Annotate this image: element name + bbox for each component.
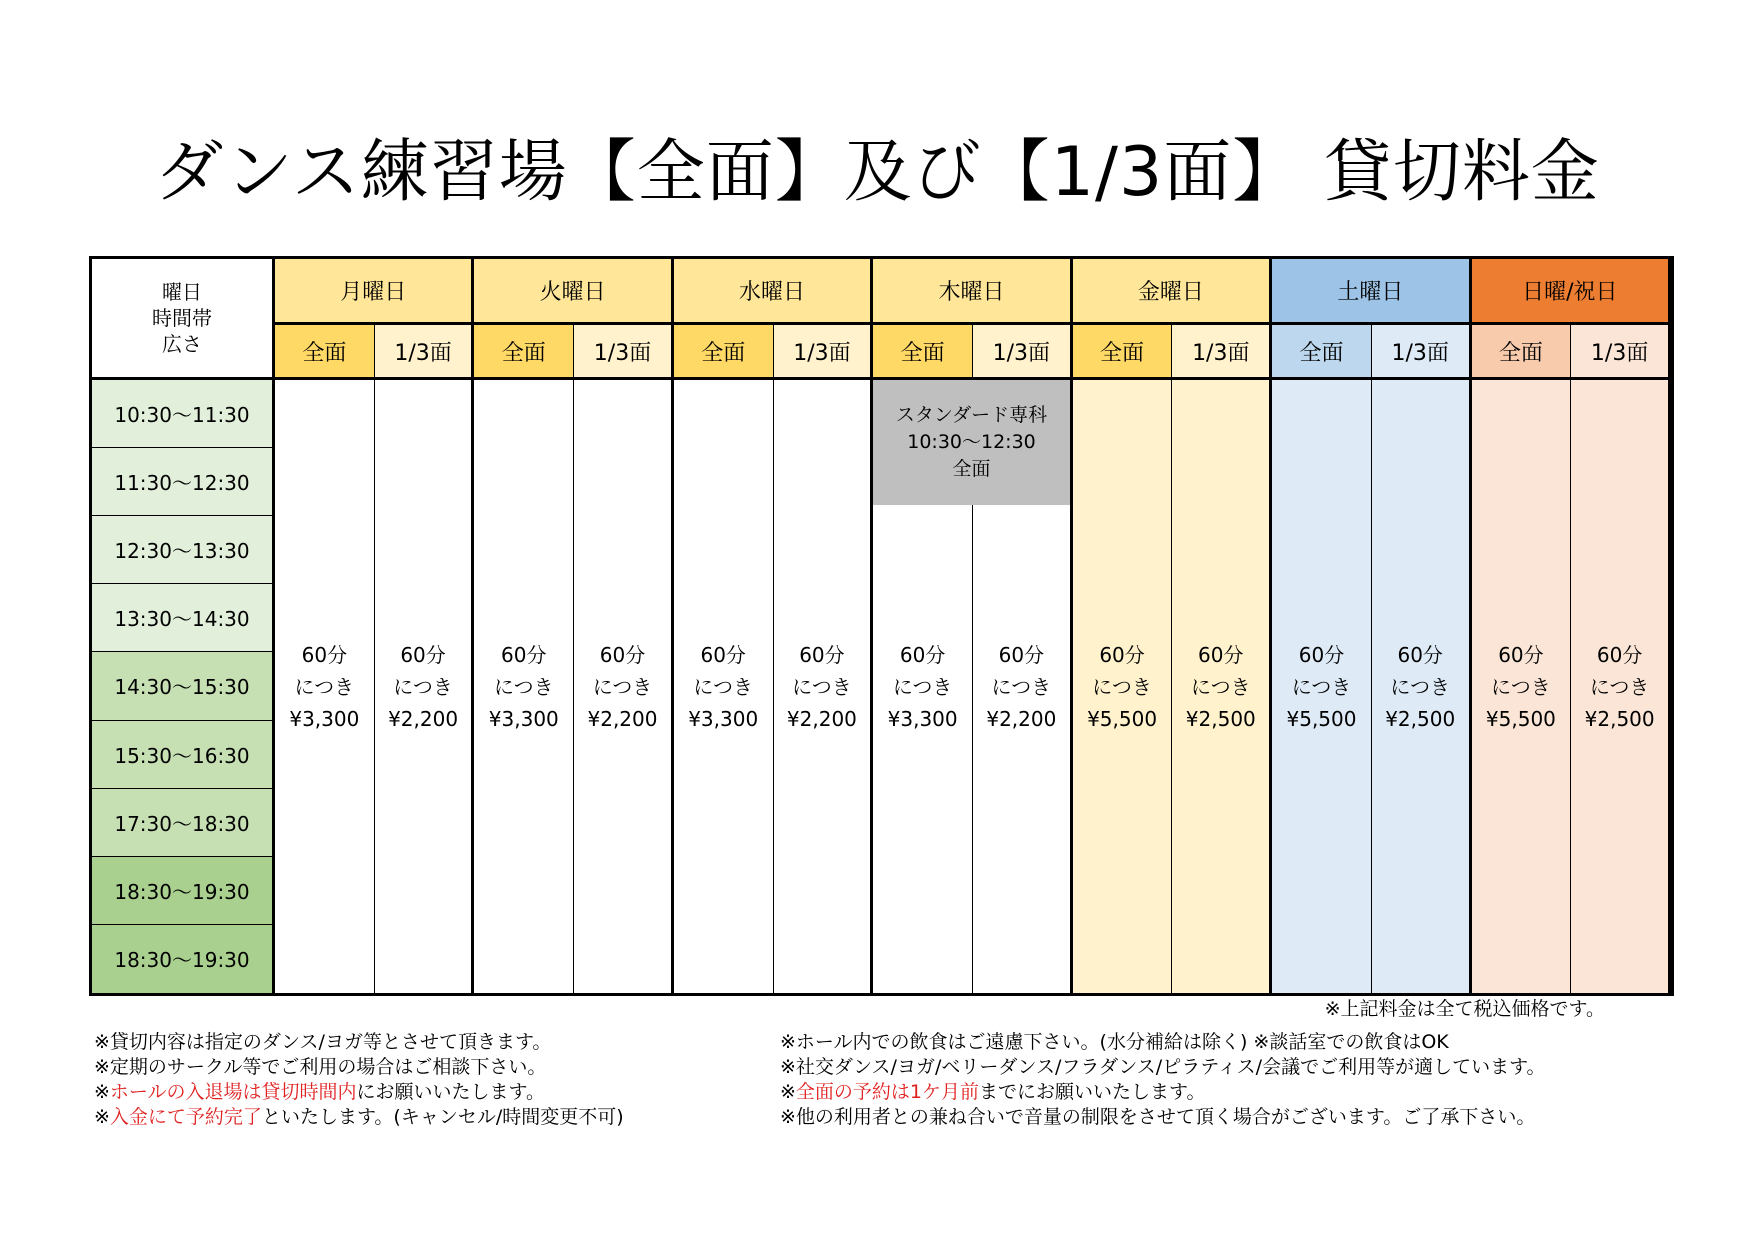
note-highlight: 全面の予約は1ケ月前	[795, 1081, 980, 1103]
special-line: スタンダード専科	[895, 404, 1048, 427]
price-line: につき	[1092, 674, 1152, 699]
day-header: 木曜日	[873, 259, 1072, 325]
special-class-block	[873, 380, 1072, 505]
price-line: につき	[693, 674, 753, 699]
price-line: ¥5,500	[1087, 706, 1158, 731]
time-slot: 12:30～13:30	[92, 516, 275, 584]
time-slot: 10:30～11:30	[92, 380, 275, 448]
sub-header-full: 全面	[1272, 325, 1372, 380]
price-line: につき	[393, 674, 453, 699]
price-line: につき	[1190, 674, 1251, 699]
price-line: ¥2,500	[1584, 706, 1655, 731]
time-slot: 15:30～16:30	[92, 721, 275, 789]
price-cell	[1372, 380, 1472, 993]
price-line: 60分	[799, 642, 845, 667]
note-text: ※	[780, 1081, 796, 1103]
price-cell	[375, 380, 475, 993]
price-line: につき	[1491, 674, 1551, 699]
note-line	[94, 1080, 624, 1105]
price-line: につき	[294, 674, 355, 699]
price-line: につき	[1291, 674, 1352, 699]
price-line: につき	[1390, 674, 1450, 699]
price-line: につき	[792, 674, 852, 699]
price-line: につき	[592, 674, 653, 699]
tax-footnote: ※上記料金は全て税込価格です。	[1324, 998, 1605, 1020]
sub-header-third: 1/3面	[774, 325, 874, 380]
rental-fee-table	[89, 256, 1674, 996]
note-text: ※定期のサークル等でご利用の場合はご相談下さい。	[94, 1056, 547, 1078]
price-cell	[1472, 380, 1572, 993]
price-cell	[674, 380, 774, 993]
price-line: 60分	[599, 642, 646, 667]
corner-label: 曜日	[162, 280, 202, 304]
price-line: 60分	[1298, 642, 1345, 667]
note-text: までにお願いいたします。	[979, 1081, 1206, 1103]
sub-header-third: 1/3面	[973, 325, 1073, 380]
price-line: ¥2,200	[587, 706, 658, 731]
sub-header-third: 1/3面	[375, 325, 475, 380]
price-line: 60分	[700, 642, 746, 667]
price-cell	[1272, 380, 1372, 993]
sub-header-full: 全面	[674, 325, 774, 380]
sub-header-third: 1/3面	[1571, 325, 1671, 380]
note-text: ※他の利用者との兼ね合いで音量の制限をさせて頂く場合がございます。ご了承下さい。	[780, 1106, 1536, 1128]
price-line: ¥5,500	[1286, 706, 1357, 731]
price-cell	[774, 380, 874, 993]
time-slot: 17:30～18:30	[92, 789, 275, 857]
price-line: につき	[493, 674, 554, 699]
sub-header-third: 1/3面	[1172, 325, 1272, 380]
price-line: ¥3,300	[289, 706, 360, 731]
day-header: 土曜日	[1272, 259, 1471, 325]
price-line: ¥2,200	[986, 706, 1057, 731]
note-line	[94, 1105, 624, 1130]
price-cell	[275, 380, 375, 993]
note-text: といたします。(キャンセル/時間変更不可)	[261, 1106, 624, 1128]
corner-label: 広さ	[162, 332, 202, 356]
price-line: 60分	[899, 642, 946, 667]
price-line: 60分	[1596, 642, 1643, 667]
sub-header-third: 1/3面	[1372, 325, 1472, 380]
special-line: 全面	[952, 458, 991, 481]
price-line: ¥2,200	[786, 706, 857, 731]
day-header: 火曜日	[474, 259, 673, 325]
day-header: 日曜/祝日	[1472, 259, 1671, 325]
note-text: ※ホール内での飲食はご遠慮下さい。(水分補給は除く) ※談話室での飲食はOK	[780, 1031, 1449, 1053]
price-line: 60分	[998, 642, 1045, 667]
price-line: につき	[991, 674, 1052, 699]
price-line: ¥2,500	[1185, 706, 1256, 731]
price-line: につき	[1589, 674, 1650, 699]
notes-right	[780, 1030, 1546, 1130]
note-highlight: 入金にて予約完了	[109, 1106, 262, 1128]
price-cell	[1073, 380, 1173, 993]
price-line: ¥3,300	[488, 706, 559, 731]
sub-header-full: 全面	[474, 325, 574, 380]
time-slot: 18:30～19:30	[92, 857, 275, 925]
corner-label: 時間帯	[152, 306, 212, 330]
price-line: 60分	[1198, 642, 1244, 667]
special-line: 10:30～12:30	[907, 431, 1036, 454]
corner-header	[92, 259, 275, 380]
price-line: ¥2,200	[388, 706, 459, 731]
price-line: ¥3,300	[887, 706, 958, 731]
note-text: ※貸切内容は指定のダンス/ヨガ等とさせて頂きます。	[94, 1031, 552, 1053]
day-header: 月曜日	[275, 259, 474, 325]
price-line: ¥2,500	[1385, 706, 1456, 731]
price-line: 60分	[501, 642, 547, 667]
note-line	[780, 1055, 1546, 1080]
note-line	[94, 1055, 624, 1080]
price-line: 60分	[301, 642, 348, 667]
sub-header-full: 全面	[1073, 325, 1173, 380]
price-cell	[574, 380, 674, 993]
sub-header-full: 全面	[275, 325, 375, 380]
time-slot: 11:30～12:30	[92, 448, 275, 516]
sub-header-full: 全面	[1472, 325, 1572, 380]
day-header: 水曜日	[674, 259, 873, 325]
price-cell	[1571, 380, 1671, 993]
time-slot: 13:30～14:30	[92, 584, 275, 652]
time-slot: 18:30～19:30	[92, 925, 275, 993]
price-line: ¥5,500	[1485, 706, 1556, 731]
price-line: 60分	[1099, 642, 1145, 667]
price-line: ¥3,300	[688, 706, 759, 731]
price-line: 60分	[1397, 642, 1443, 667]
sub-header-full: 全面	[873, 325, 973, 380]
note-text: ※	[94, 1081, 110, 1103]
price-line: 60分	[400, 642, 446, 667]
note-line	[94, 1030, 624, 1055]
day-header: 金曜日	[1073, 259, 1272, 325]
price-cell	[474, 380, 574, 993]
time-slot: 14:30～15:30	[92, 652, 275, 720]
note-highlight: ホールの入退場は貸切時間内	[109, 1081, 357, 1103]
notes-left	[94, 1030, 624, 1130]
note-text: にお願いいたします。	[356, 1081, 546, 1103]
note-text: ※社交ダンス/ヨガ/ベリーダンス/フラダンス/ピラティス/会議でご利用等が適しています。	[780, 1056, 1546, 1078]
price-line: につき	[892, 674, 953, 699]
note-line	[780, 1105, 1546, 1130]
note-line	[780, 1080, 1546, 1105]
page-title: ダンス練習場【全面】及び【1/3面】 貸切料金	[155, 133, 1600, 212]
price-line: 60分	[1498, 642, 1544, 667]
sub-header-third: 1/3面	[574, 325, 674, 380]
price-cell	[1172, 380, 1272, 993]
note-text: ※	[94, 1106, 110, 1128]
note-line	[780, 1030, 1546, 1055]
